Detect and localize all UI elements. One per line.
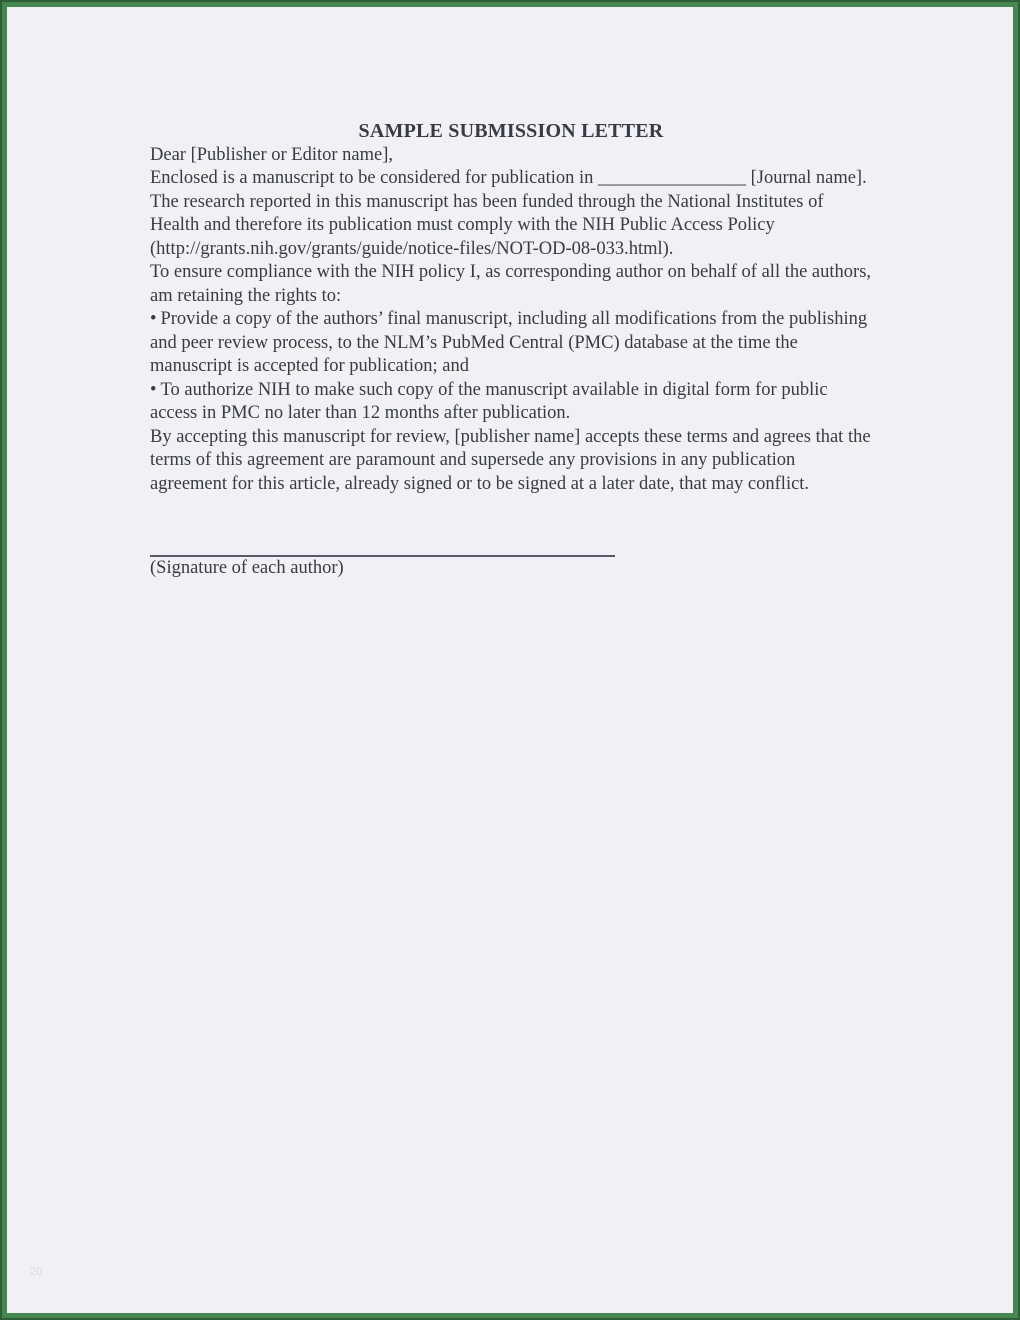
paragraph-acceptance-terms: By accepting this manuscript for review, [publisher name] accepts these terms and agrees that the terms of this agreement are paramount and supersede any provisions in any publication agreement for this article, already signed or to be signed at a later date, that may conflict. <box>150 426 871 494</box>
bullet-icon: • <box>150 379 157 400</box>
bullet-provide-copy <box>150 308 872 379</box>
salutation-line: Dear [Publisher or Editor name], <box>150 144 393 165</box>
letter-content <box>150 0 872 581</box>
bullet-authorize-nih-text: To authorize NIH to make such copy of the manuscript available in digital form for public access in PMC no later than 12 months after publication. <box>150 379 828 423</box>
paragraph-nih-compliance: To ensure compliance with the NIH policy I, as corresponding author on behalf of all the authors, am retaining the rights to: <box>150 262 872 306</box>
signature-caption: (Signature of each author) <box>150 558 344 578</box>
letter-title: SAMPLE SUBMISSION LETTER <box>358 120 664 142</box>
bullet-provide-copy-text: Provide a copy of the authors’ final manuscript, including all modifications from the publishing and peer review process, to the NLM’s PubMed Central (PMC) database at the time the manuscript is accepted for publication; and <box>150 309 868 376</box>
paragraph-research-funding: The research reported in this manuscript has been funded through the National Institutes of Health and therefore its publication must comply with the NIH Public Access Policy (http://grants.nih.gov/grants/guide/notice-files/NOT-OD-08-033.html). <box>150 191 824 259</box>
paragraph-enclosed-manuscript: Enclosed is a manuscript to be considered for publication in ________________ [Journal name]. <box>150 168 867 188</box>
bullet-icon: • <box>150 309 157 329</box>
page-number-watermark: 20 <box>30 1266 43 1278</box>
bullet-authorize-nih <box>150 379 872 426</box>
